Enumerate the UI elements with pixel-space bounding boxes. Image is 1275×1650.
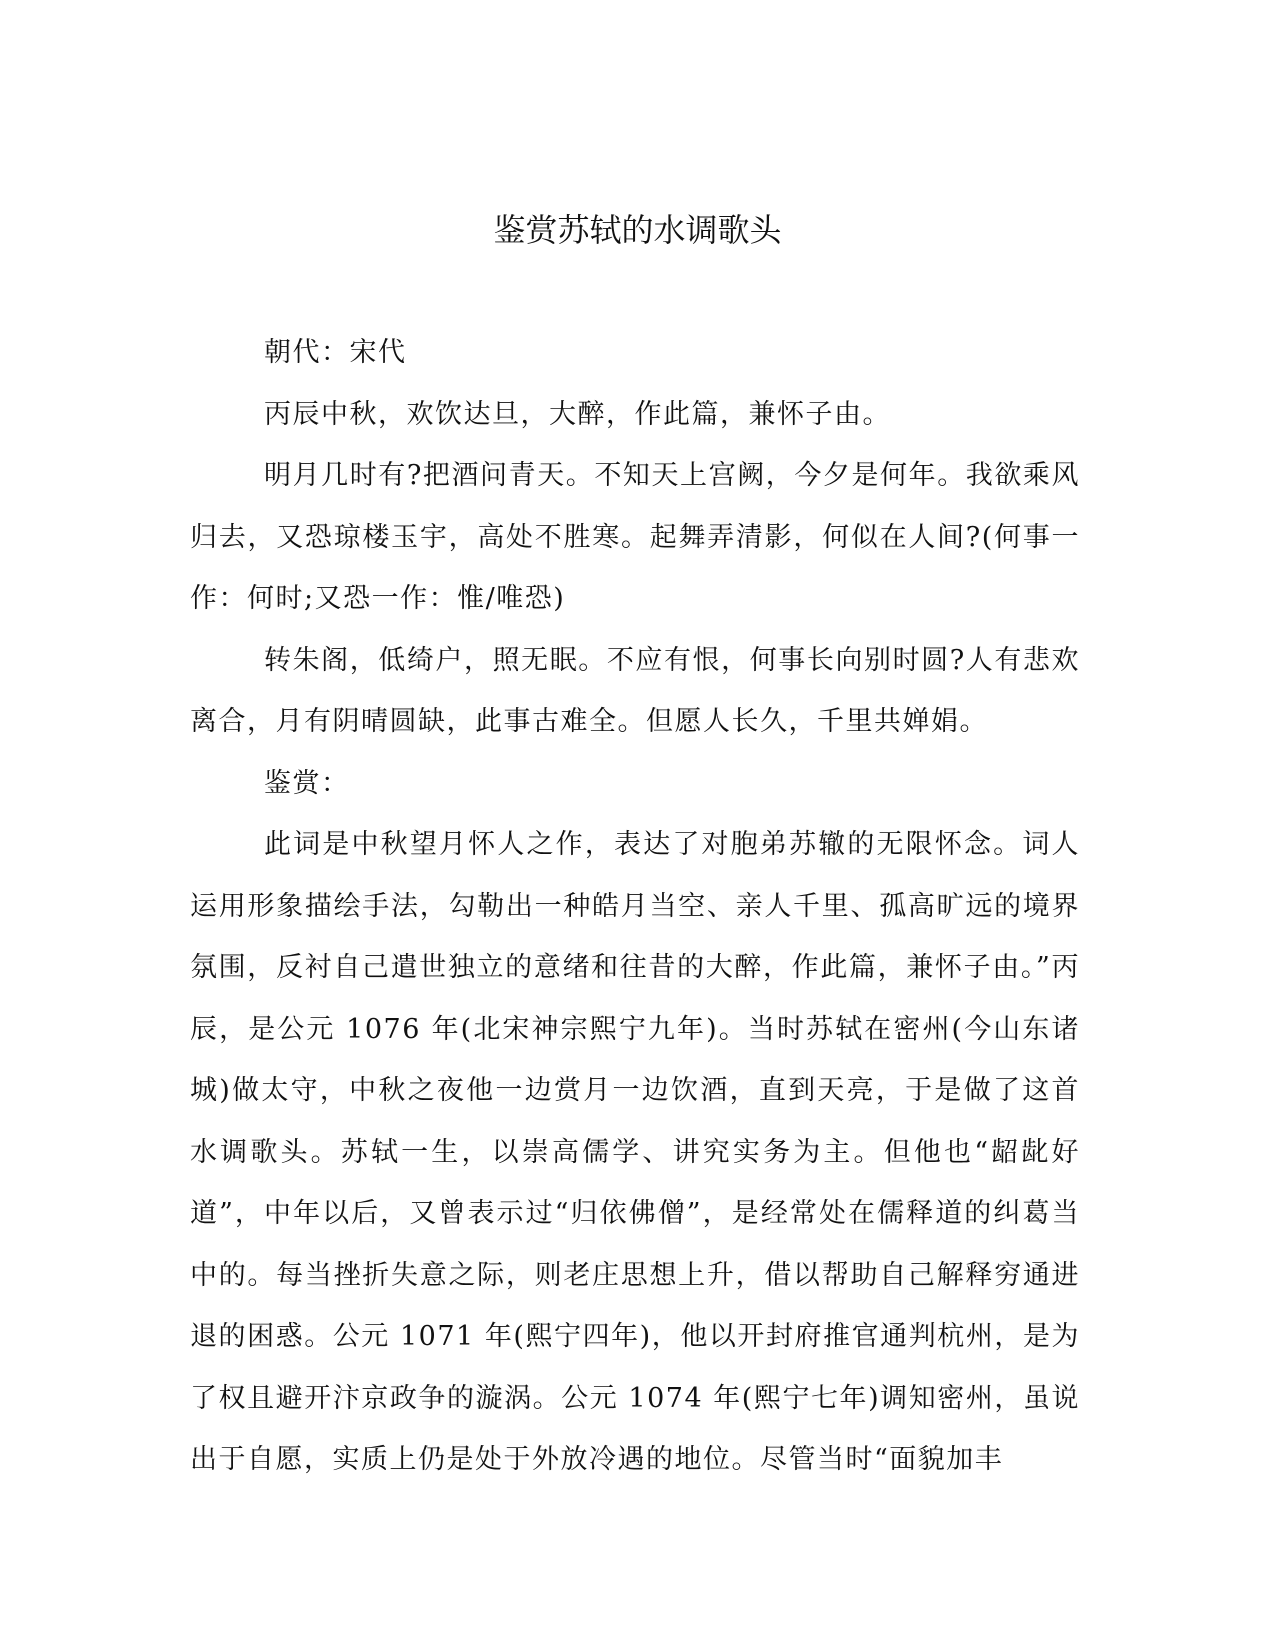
document-title: 鉴赏苏轼的水调歌头	[493, 211, 782, 249]
document-body	[190, 322, 1080, 1491]
paragraph-verse-first-stanza: 明月几时有?把酒问青天。不知天上宫阙，今夕是何年。我欲乘风归去，又恐琼楼玉宇，高处不胜寒。起舞弄清影，何似在人间?(何事一作：何时;又恐一作：惟/唯恐)	[190, 460, 1080, 614]
paragraph-appreciation-heading: 鉴赏：	[264, 767, 350, 799]
paragraph-verse-second-stanza: 转朱阁，低绮户，照无眠。不应有恨，何事长向别时圆?人有悲欢离合，月有阴晴圆缺，此事古难全。但愿人长久，千里共婵娟。	[190, 644, 1080, 737]
paragraph-appreciation-text: 此词是中秋望月怀人之作，表达了对胞弟苏辙的无限怀念。词人运用形象描绘手法，勾勒出一种皓月当空、亲人千里、孤高旷远的境界氛围，反衬自己遣世独立的意绪和往昔的大醉，作此篇，兼怀子由。”丙辰，是公元 1076 年(北宋神宗熙宁九年)。当时苏轼在密州(今山东诸城)做太守，中秋之夜他一边赏月一边饮酒，直到天亮，于是做了这首水调歌头。苏轼一生，以崇高儒学、讲究实务为主。但他也“龆龀好道”，中年以后，又曾表示过“归依佛僧”，是经常处在儒释道的纠葛当中的。每当挫折失意之际，则老庄思想上升，借以帮助自己解释穷通进退的困惑。公元 1071 年(熙宁四年)，他以开封府推官通判杭州，是为了权且避开汴京政争的漩涡。公元 1074 年(熙宁七年)调知密州，虽说出于自愿，实质上仍是处于外放冷遇的地位。尽管当时“面貌加丰	[190, 829, 1080, 1475]
paragraph-preface: 丙辰中秋，欢饮达旦，大醉，作此篇，兼怀子由。	[264, 398, 891, 430]
paragraph-dynasty: 朝代：宋代	[264, 337, 407, 368]
